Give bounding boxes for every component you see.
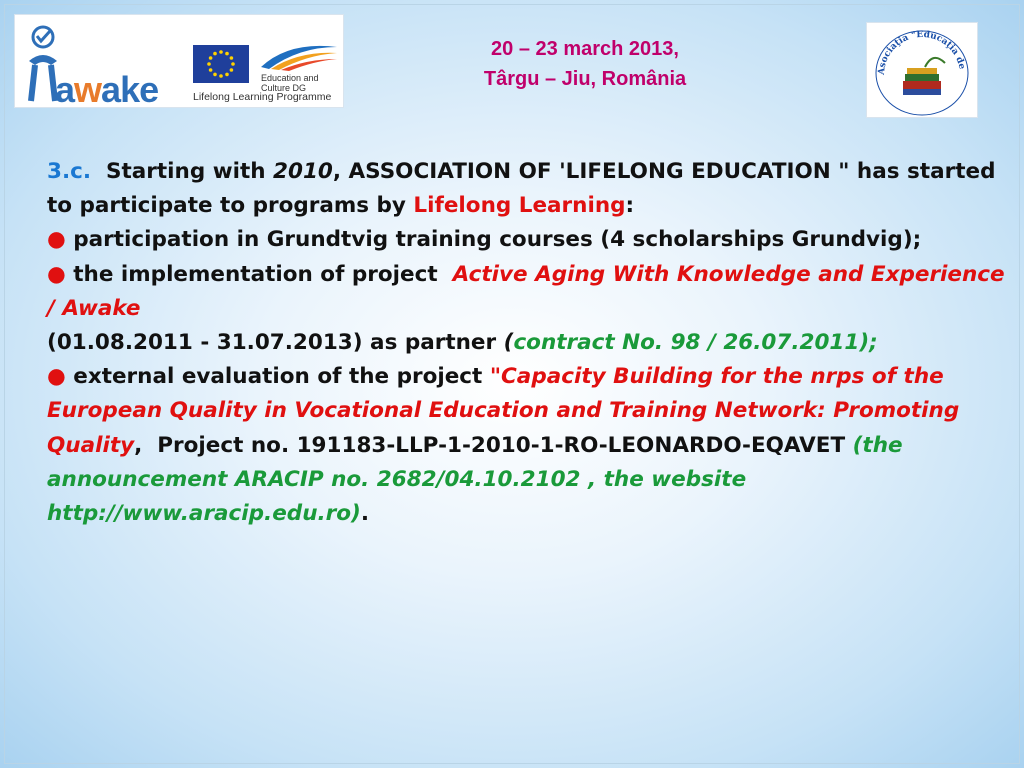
aracip-announcement: (the announcement ARACIP no. 2682/04.10.2102 , the website http://www.aracip.edu.ro) <box>47 432 903 527</box>
eqavet-project-title: "Capacity Building for the nrps of the European Quality in Vocational Education and Training Network: Promoting Quality <box>47 364 960 458</box>
bullet-icon: ● <box>47 364 66 390</box>
eqavet-project-ref: Project no. 191183-LLP-1-2010-1-RO-LEONARDO-EQAVET <box>149 432 853 458</box>
llp-caption: Lifelong Learning Programme <box>193 91 332 103</box>
section-label: 3.c. <box>47 159 92 184</box>
education-culture-swoosh-icon <box>259 39 339 71</box>
association-seal-icon <box>867 23 977 117</box>
bullet-icon: ● <box>47 261 66 287</box>
event-place: Târgu – Jiu, România <box>483 68 687 90</box>
intro-text-b: , ASSOCIATION OF 'LIFELONG EDUCATION " has started to participate to programs by <box>47 159 996 219</box>
final-period: . <box>360 501 370 527</box>
lifelong-learning-term: Lifelong Learning <box>413 193 626 219</box>
partner-logos-panel <box>14 14 344 108</box>
education-culture-caption: Education and Culture DG <box>261 73 319 93</box>
intro-text-a: Starting with <box>106 159 274 184</box>
awake-contract: contract No. 98 / 26.07.2011); <box>513 330 878 356</box>
contract-open-paren: ( <box>503 330 514 356</box>
eqavet-comma: , <box>134 432 143 458</box>
bullet-grundtvig-text: participation in Grundtvig training courses (4 scholarships Grundvig); <box>65 227 922 253</box>
awake-project-period: (01.08.2011 - 31.07.2013) as partner <box>47 330 504 356</box>
awake-letter-a: a <box>55 69 75 110</box>
bullet-evaluation-text: external evaluation of the project <box>65 364 490 390</box>
association-seal-panel <box>866 22 978 118</box>
event-date: 20 – 23 march 2013, <box>491 38 679 60</box>
event-header <box>385 34 785 94</box>
bullet-awake-text: the implementation of project <box>65 261 446 287</box>
awake-logo-text <box>55 69 158 111</box>
slide-body-text <box>47 155 1007 531</box>
intro-colon: : <box>625 193 635 219</box>
eu-flag-icon <box>193 45 249 83</box>
awake-project-title: Active Aging With Knowledge and Experience / Awake <box>47 261 1005 321</box>
intro-year: 2010 <box>273 159 333 184</box>
bullet-icon: ● <box>47 227 66 253</box>
awake-letters-rest: ake <box>101 69 159 110</box>
association-seal-text: Asociaţia "Educaţia de <box>876 29 967 76</box>
awake-letter-w: w <box>74 69 102 110</box>
